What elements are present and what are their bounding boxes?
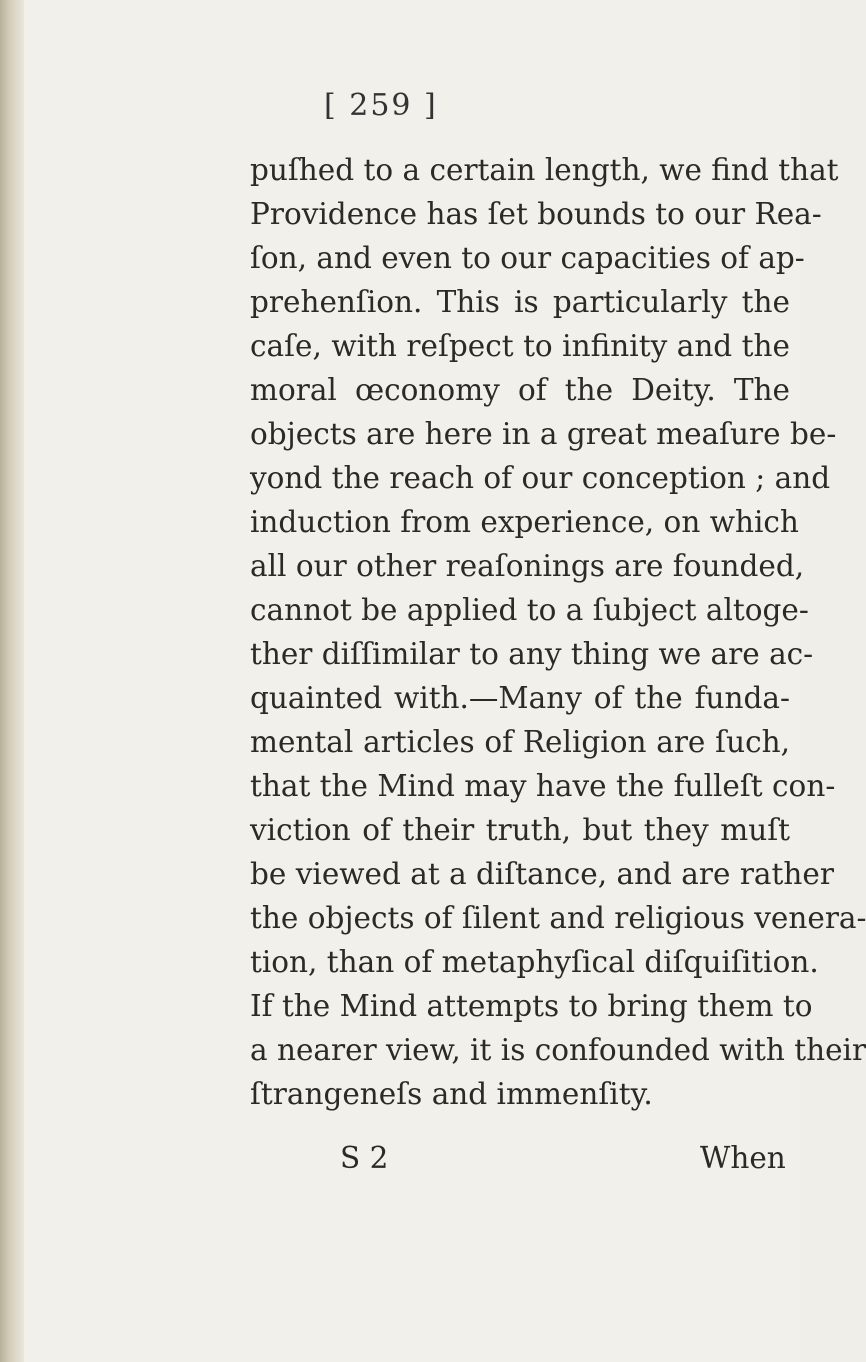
text-line: caſe, with reſpect to infinity and the	[250, 329, 790, 363]
page-edge	[0, 0, 24, 1362]
text-line: all our other reaſonings are founded,	[250, 549, 805, 583]
signature-mark: S 2	[340, 1141, 389, 1175]
text-line: prehenſion. This is particularly the	[250, 285, 790, 319]
text-line: tion, than of metaphyſical diſquiſition.	[250, 945, 819, 979]
text-line: objects are here in a great meaſure be-	[250, 417, 837, 451]
text-line: quainted with.—Many of the funda-	[250, 681, 790, 715]
text-line: be viewed at a diſtance, and are rather	[250, 857, 834, 891]
text-line: the objects of ſilent and religious venera-	[250, 901, 866, 935]
text-line: ſtrangeneſs and immenſity.	[250, 1077, 653, 1111]
text-line: Providence has ſet bounds to our Rea-	[250, 197, 822, 231]
text-line: a nearer view, it is confounded with their	[250, 1033, 866, 1067]
page-number: [ 259 ]	[324, 88, 438, 123]
catchword: When	[700, 1141, 786, 1175]
text-line: ther diſſimilar to any thing we are ac-	[250, 637, 814, 671]
text-line: mental articles of Religion are ſuch,	[250, 725, 790, 759]
text-line: induction from experience, on which	[250, 505, 799, 539]
text-line: that the Mind may have the fulleſt con-	[250, 769, 836, 803]
body-text	[250, 148, 866, 1116]
text-line: If the Mind attempts to bring them to	[250, 989, 813, 1023]
text-line: viction of their truth, but they muſt	[250, 813, 790, 847]
text-line: puſhed to a certain length, we find that	[250, 153, 839, 187]
text-line: moral œconomy of the Deity. The	[250, 373, 790, 407]
text-line: yond the reach of our conception ; and	[250, 461, 831, 495]
text-line: ſon, and even to our capacities of ap-	[250, 241, 805, 275]
text-line: cannot be applied to a ſubject altoge-	[250, 593, 809, 627]
